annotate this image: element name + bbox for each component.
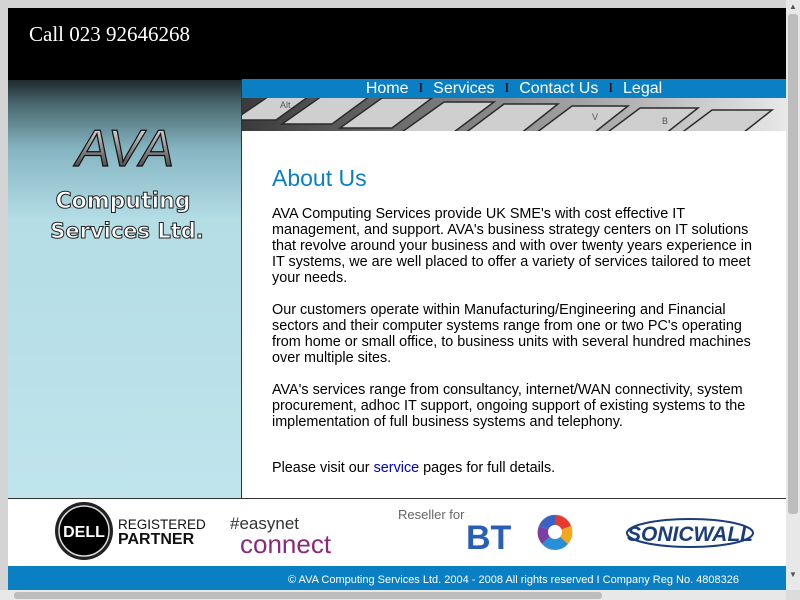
nav-home[interactable]: Home (365, 79, 409, 97)
sidebar (8, 80, 242, 498)
easynet-connect: connect (240, 529, 332, 559)
main-nav (242, 79, 786, 98)
visit-suffix: pages for full details. (419, 460, 556, 476)
nav-contact-us[interactable]: Contact Us (519, 79, 599, 97)
dell-registered: REGISTERED (118, 517, 206, 532)
ava-logo (8, 114, 242, 244)
sonicwall-logo (627, 519, 753, 547)
service-link[interactable]: service (373, 460, 420, 476)
copyright-text: © AVA Computing Services Ltd. 2004 - 2008 All rights reserved I Company Reg No. 4808326 (288, 574, 740, 586)
dell-logo (55, 502, 206, 560)
scroll-down-icon[interactable]: ▼ (789, 570, 797, 579)
main-content (242, 131, 786, 498)
scroll-up-icon[interactable]: ▲ (789, 2, 797, 11)
svg-text:B: B (662, 116, 669, 126)
vertical-scrollbar[interactable] (786, 0, 800, 590)
svg-text:V: V (592, 112, 599, 122)
visit-paragraph (272, 460, 764, 476)
nav-legal[interactable]: Legal (623, 79, 663, 97)
site-footer (8, 566, 786, 590)
scroll-corner (786, 590, 800, 600)
keyboard-banner (242, 98, 786, 131)
bt-logo (398, 507, 572, 557)
easynet-name: #easynet (230, 514, 299, 533)
visit-prefix: Please visit our (272, 460, 374, 476)
partner-logos (8, 498, 786, 566)
nav-services[interactable]: Services (433, 79, 495, 97)
about-paragraph: Our customers operate within Manufacturing/Engineering and Financial sectors and their computer systems range from one or two PC's operating from home or small office, to business units with several hundred machines over multiple sites. (272, 302, 751, 366)
logo-line1: Computing (55, 189, 191, 214)
site-container (8, 8, 786, 590)
nav-separator: I (504, 80, 510, 96)
dell-partner: PARTNER (118, 531, 195, 548)
svg-text:Alt: Alt (280, 100, 291, 110)
easynet-logo (230, 514, 332, 559)
nav-separator: I (608, 80, 614, 96)
page-title: About Us (272, 165, 367, 191)
keyboard-image (242, 98, 786, 131)
sonicwall-mark: SONICWALL (627, 523, 753, 546)
vertical-scroll-thumb[interactable] (788, 14, 798, 514)
dell-mark: DELL (63, 524, 105, 541)
horizontal-scroll-thumb[interactable] (14, 592, 602, 599)
bt-mark: BT (466, 519, 512, 557)
logo-line2: Services Ltd. (50, 219, 204, 243)
horizontal-scrollbar[interactable] (0, 590, 786, 600)
partner-logos-strip (8, 499, 786, 567)
about-paragraph: AVA Computing Services provide UK SME's with cost effective IT management, and support. AVA's business strategy centers on IT solutions that revolve around your business and with over twenty years experience in IT systems, we are well placed to offer a variety of services tailored to meet your needs. (272, 206, 752, 286)
about-paragraph: AVA's services range from consultancy, internet/WAN connectivity, system procurement, adhoc IT support, ongoing support of existing systems to the implementation of full business systems and telephony. (272, 382, 746, 430)
logo-mark: AVA (75, 120, 175, 178)
nav-separator: I (418, 80, 424, 96)
phone-number: Call 023 92646268 (29, 22, 190, 46)
site-header (8, 8, 786, 80)
bt-reseller-caption: Reseller for (398, 507, 465, 522)
